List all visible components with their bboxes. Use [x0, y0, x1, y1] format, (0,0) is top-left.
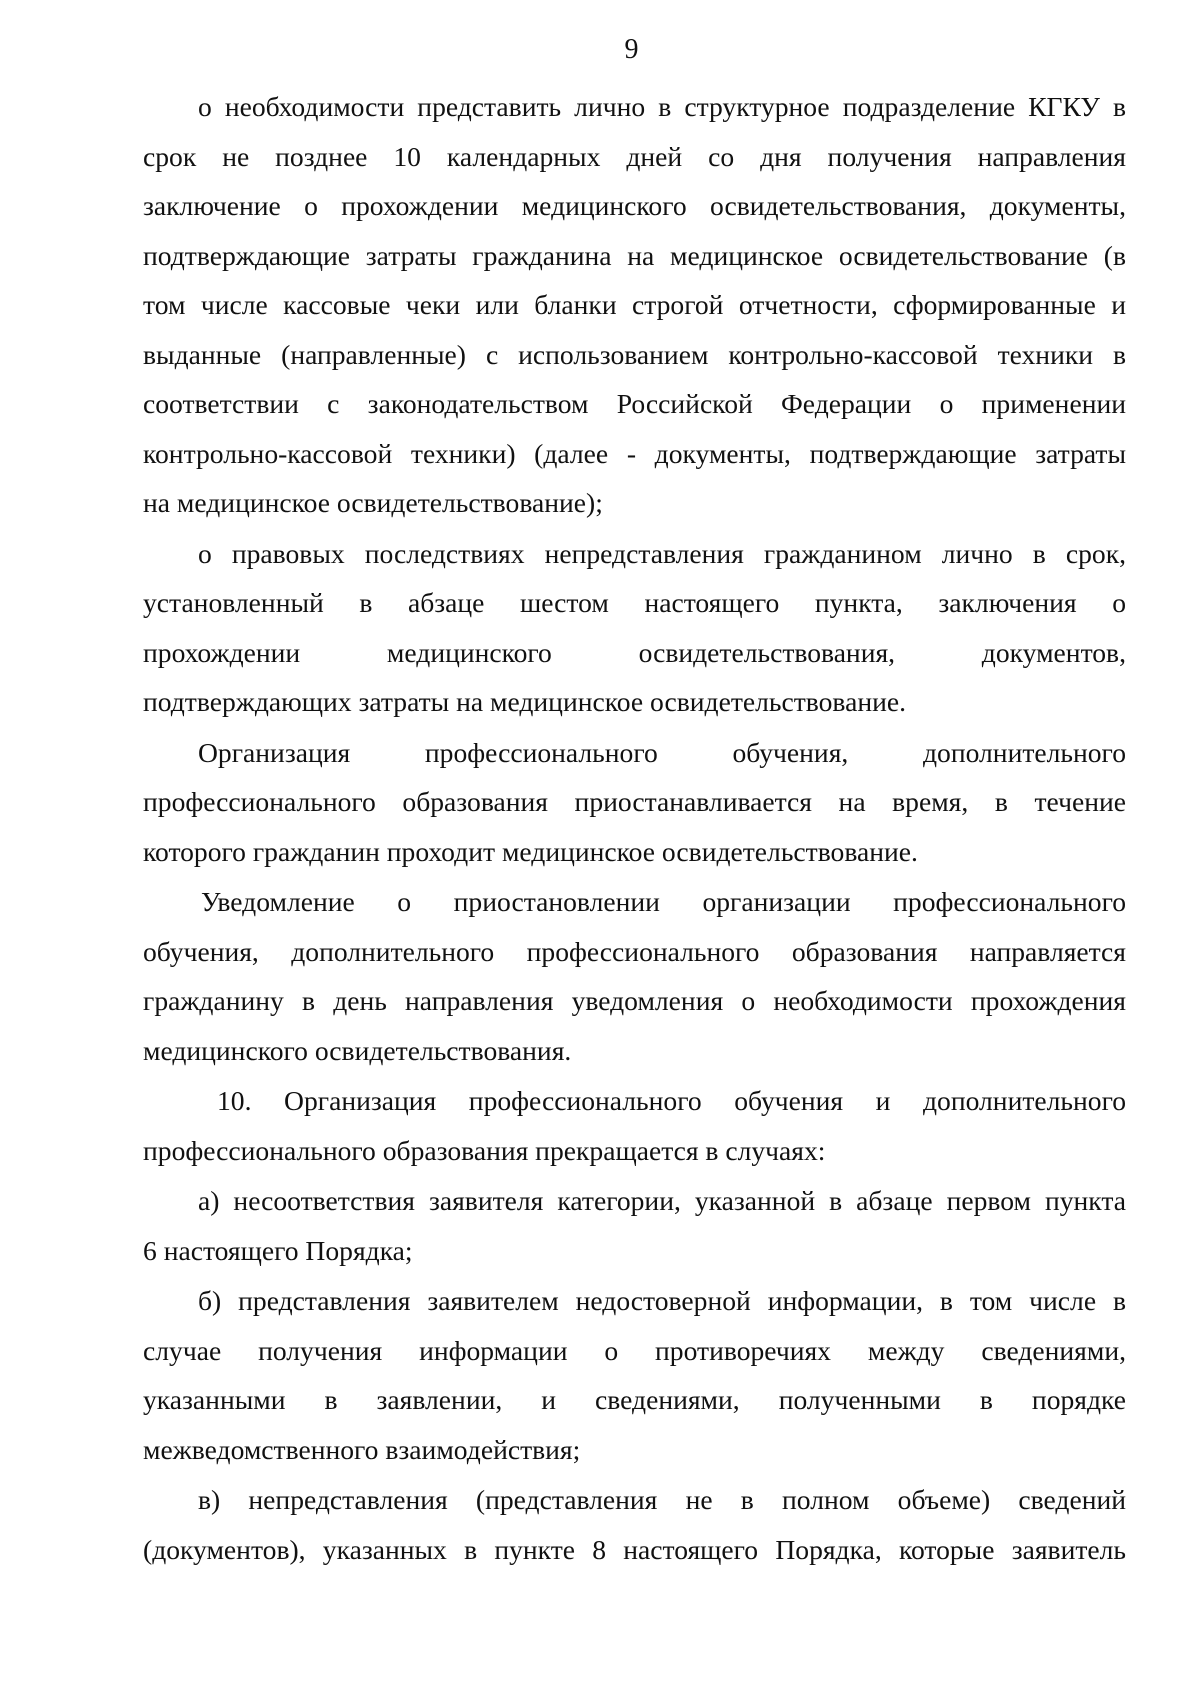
- paragraph: [143, 82, 1126, 528]
- text-line: обучения, дополнительного профессионального образования направляется: [143, 935, 1126, 967]
- text-line: срок не позднее 10 календарных дней со дня получения направления: [143, 140, 1126, 172]
- text-line: профессионального образования приостанавливается на время, в течение: [143, 786, 1126, 817]
- text-line: том числе кассовые чеки или бланки строгой отчетности, сформированные и: [143, 289, 1126, 320]
- paragraph: [143, 529, 1126, 727]
- text-line: указанными в заявлении, и сведениями, полученными в порядке: [143, 1384, 1126, 1415]
- text-line: 10. Организация профессионального обучения и дополнительного: [217, 1085, 1126, 1116]
- paragraph: [143, 1176, 1126, 1275]
- text-line: на медицинское освидетельствование);: [143, 487, 603, 518]
- paragraph: [143, 877, 1126, 1075]
- text-line: (документов), указанных в пункте 8 настоящего Порядка, которые заявитель: [143, 1533, 1126, 1565]
- document-body: [143, 82, 1126, 1574]
- text-line: профессионального образования прекращается в случаях:: [143, 1134, 826, 1166]
- text-line: б) представления заявителем недостоверной информации, в том числе в: [198, 1285, 1126, 1316]
- text-line: заключение о прохождении медицинского освидетельствования, документы,: [143, 190, 1126, 221]
- paragraph: [143, 728, 1126, 877]
- text-line: а) несоответствия заявителя категории, указанной в абзаце первом пункта: [198, 1185, 1126, 1216]
- text-line: подтверждающих затраты на медицинское освидетельствование.: [143, 686, 907, 717]
- text-line: о необходимости представить лично в структурное подразделение КГКУ в: [198, 91, 1126, 122]
- page-number: 9: [624, 34, 639, 65]
- text-line: которого гражданин проходит медицинское освидетельствование.: [143, 835, 918, 867]
- text-line: гражданину в день направления уведомления о необходимости прохождения: [143, 985, 1126, 1016]
- text-line: контрольно-кассовой техники) (далее - документы, подтверждающие затраты: [143, 437, 1126, 469]
- text-line: установленный в абзаце шестом настоящего пункта, заключения о: [143, 587, 1126, 618]
- text-line: выданные (направленные) с использованием контрольно-кассовой техники в: [143, 338, 1126, 370]
- text-line: Уведомление о приостановлении организации профессионального: [201, 886, 1126, 917]
- paragraph: [143, 1276, 1126, 1474]
- paragraph: [143, 1076, 1126, 1175]
- paragraph: [143, 1475, 1126, 1574]
- text-line: о правовых последствиях непредставления гражданином лично в срок,: [198, 537, 1126, 569]
- text-line: прохождении медицинского освидетельствования, документов,: [143, 636, 1126, 668]
- text-line: межведомственного взаимодействия;: [143, 1433, 581, 1465]
- text-line: медицинского освидетельствования.: [143, 1034, 572, 1066]
- text-line: соответствии с законодательством Российской Федерации о применении: [143, 388, 1126, 419]
- text-line: 6 настоящего Порядка;: [143, 1234, 413, 1266]
- text-line: случае получения информации о противоречиях между сведениями,: [143, 1334, 1126, 1366]
- text-line: подтверждающие затраты гражданина на медицинское освидетельствование (в: [143, 239, 1126, 271]
- text-line: в) непредставления (представления не в полном объеме) сведений: [198, 1484, 1126, 1515]
- text-line: Организация профессионального обучения, дополнительного: [198, 736, 1126, 768]
